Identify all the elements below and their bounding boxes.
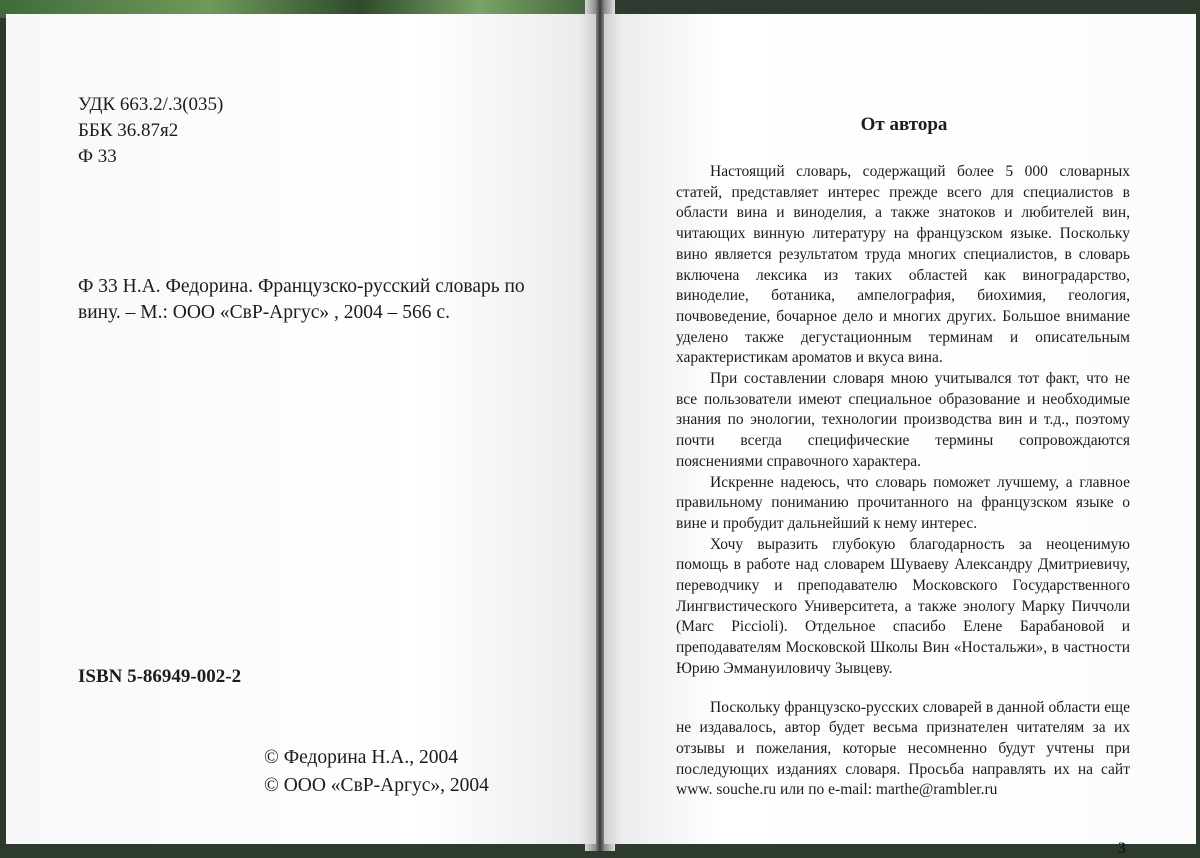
page-heading: От автора <box>860 114 948 135</box>
copyright-publisher: © ООО «СвР-Аргус», 2004 <box>264 775 489 796</box>
paragraph: Искренне надеюсь, что словарь поможет лучшему, а главное правильному пониманию прочитанного на французском языке о вине и пробудит дальнейший к нему интерес. <box>676 473 1130 532</box>
udc-code: УДК 663.2/.3(035) <box>78 94 224 115</box>
paragraph: Настоящий словарь, содержащий более 5 000 словарных статей, представляет интерес прежде всего для специалистов в области вина и виноделия, а также знатоков и любителей вин, читающих винную литературу на французском языке. Поскольку вино является результатом труда многих специалистов, в словарь включена лексика из таких областей как виноградарство, виноделие, ботаника, ампелография, биохимия, геология, почвоведение, бочарное дело и многих других. Большое внимание уделено также дегустационным терминам и описательным характеристикам ароматов и вкуса вина. <box>676 163 1130 367</box>
paragraph: Хочу выразить глубокую благодарность за неоценимую помощь в работе над словарем Шуваеву Александру Дмитриевичу, переводчику и преподавателю Московского Государственного Лингвистического Университета, а также энологу Марку Пиччоли (Marc Piccioli). Отдельное спасибо Елене Барабановой и преподавателям Московской Школы Вин «Ностальжи», в частности Юрию Эммануиловичу Зывцеву. <box>676 535 1130 677</box>
right-page <box>604 14 1196 857</box>
copyright-author: © Федорина Н.А., 2004 <box>264 747 458 768</box>
classification-codes <box>78 92 223 170</box>
page-number: 3 <box>1118 840 1126 857</box>
left-page <box>6 14 596 844</box>
paragraph: Поскольку французско-русских словарей в данной области еще не издавалось, автор будет весьма признателен читателям за их отзывы и пожелания, которые несомненно будут учтены при последующих изданиях словаря. Просьба направлять их на сайт www. souche.ru или по e-mail: marthe@rambler.ru <box>676 698 1130 799</box>
bbk-code: ББК 36.87я2 <box>78 120 179 141</box>
paragraph: При составлении словаря мною учитывался тот факт, что не все пользователи имеют специальное образование и необходимые знания по энологии, технологии производства вин и т.д., поэтому почти всегда специфические термины сопровождаются пояснениями справочного характера. <box>676 370 1130 470</box>
preface-text <box>676 162 1130 801</box>
isbn: ISBN 5-86949-002-2 <box>78 666 242 687</box>
copyright-block <box>264 744 489 800</box>
bibliographic-description: Ф 33 Н.А. Федорина. Французско-русский словарь по вину. – М.: ООО «СвР-Аргус» , 2004 – 566 с. <box>78 276 525 323</box>
author-mark: Ф 33 <box>78 146 117 167</box>
